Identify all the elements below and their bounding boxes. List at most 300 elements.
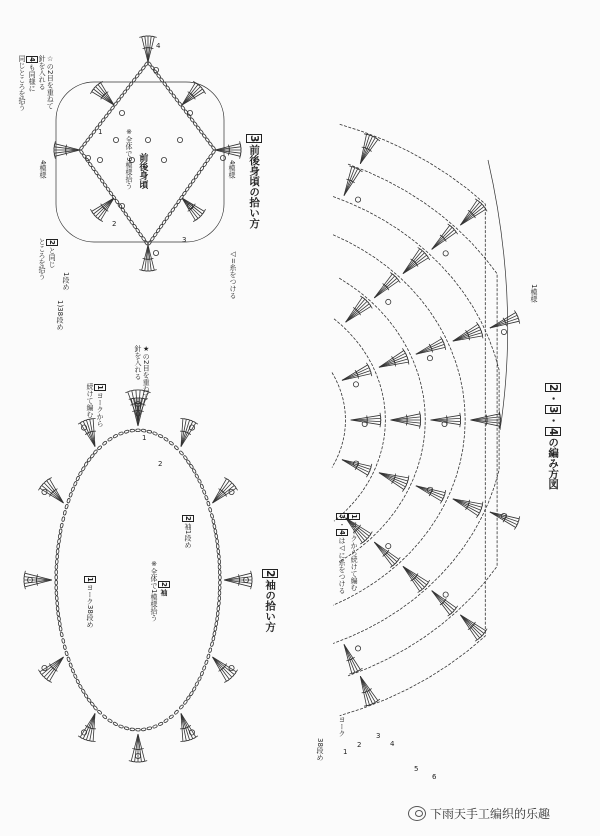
stitch-top: [366, 473, 369, 477]
chain-stitch: [55, 570, 58, 575]
chain-stitch: [163, 437, 168, 442]
treble-stitch: [490, 321, 519, 328]
chain-stitch: [118, 432, 123, 436]
chain-stitch: [55, 586, 58, 591]
picot-loop: [145, 137, 150, 142]
chain-stitch: [124, 430, 129, 434]
sleeve-star-note: ★の2目を重ねて 針を入れる: [134, 345, 151, 400]
stitch-top: [455, 230, 458, 234]
stitch-top: [440, 499, 443, 503]
stitch-crossbar: [37, 574, 38, 578]
chain-stitch: [113, 722, 118, 727]
chain-stitch: [179, 450, 184, 455]
treble-stitch: [342, 368, 369, 381]
chain-stitch: [141, 429, 146, 432]
treble-stitch: [54, 150, 80, 153]
chain-stitch: [97, 710, 102, 715]
stitch-top: [402, 487, 405, 491]
treble-stitch: [54, 147, 80, 150]
chain-stitch: [195, 681, 199, 686]
treble-stitch: [224, 580, 251, 587]
treble-stitch: [432, 227, 452, 249]
chain-stitch: [208, 648, 212, 653]
stitch-crossbar: [469, 336, 470, 340]
sleeve-round-1: 2袖1段め: [182, 514, 194, 548]
chain-stitch: [55, 565, 58, 570]
front-back-center-note: ※全体で9模様拾う: [125, 128, 134, 190]
chart-yoke-row: 38段め: [316, 738, 325, 761]
yarn-attach-note: ◁=糸をつける: [229, 250, 238, 299]
chain-stitch: [144, 61, 149, 66]
chain-stitch: [69, 663, 73, 668]
treble-stitch: [432, 591, 452, 613]
chain-stitch: [192, 468, 196, 473]
front-row-num: 2: [112, 220, 117, 228]
picot-loop: [386, 543, 391, 548]
stitch-crossbar: [392, 480, 394, 483]
picot-loop: [220, 155, 225, 160]
chart-row-num: 4: [390, 740, 395, 748]
front-back-top-note: ☆の2目を重ねて 針を入れる 4も同様に 同じところを拾う: [18, 55, 55, 111]
treble-stitch: [416, 347, 445, 354]
front-back-pickup-chart: [54, 36, 241, 271]
stitch-top: [397, 279, 400, 283]
chain-stitch: [126, 216, 131, 221]
chain-stitch: [55, 575, 58, 580]
chain-stitch: [189, 691, 194, 696]
stitch-crossbar: [228, 152, 229, 156]
chain-stitch: [136, 728, 141, 731]
chain-stitch: [56, 606, 59, 611]
chain-stitch: [59, 529, 62, 534]
treble-stitch: [403, 566, 425, 587]
front-row-num: 4: [156, 42, 161, 50]
chain-stitch: [60, 632, 64, 637]
treble-stitch: [403, 251, 422, 274]
stitch-crossbar: [506, 322, 507, 326]
chain-stitch: [169, 441, 174, 446]
front-back-round-1: 1段め: [62, 272, 71, 291]
stitch-top: [224, 680, 228, 683]
chain-stitch: [216, 616, 219, 621]
stitch-crossbar: [406, 422, 407, 426]
front-back-pattern-right: 4模様: [228, 160, 237, 179]
chain-stitch: [97, 445, 102, 450]
chain-stitch: [197, 676, 201, 681]
treble-stitch: [215, 150, 240, 156]
stitch-top: [78, 736, 82, 739]
chain-stitch: [202, 665, 206, 670]
treble-stitch: [148, 245, 151, 271]
chain-stitch: [58, 534, 61, 539]
stitch-top: [482, 333, 483, 338]
chain-stitch: [102, 441, 107, 446]
pattern-repeat-bracket: [488, 160, 508, 430]
treble-stitch: [490, 512, 519, 519]
chain-stitch: [218, 596, 221, 601]
chain-stitch: [61, 517, 65, 522]
treble-stitch: [138, 734, 145, 761]
chain-stitch: [213, 524, 216, 529]
chain-stitch: [55, 559, 58, 564]
chain-stitch: [81, 689, 86, 694]
sleeve-yoke-38: 1ヨーク38段め: [84, 575, 96, 628]
picot-loop: [353, 382, 358, 387]
front-row-num: 1: [98, 128, 103, 136]
chain-stitch: [200, 671, 204, 676]
chain-stitch: [207, 501, 211, 506]
sleeve-title: 2袖の拾い方: [262, 568, 278, 632]
chain-stitch: [136, 429, 141, 432]
front-back-bottom-note: 2と同じ ところを拾う: [38, 238, 57, 280]
stitch-crossbar: [466, 507, 468, 510]
chain-stitch: [208, 507, 212, 512]
chain-stitch: [65, 651, 69, 656]
treble-stitch: [25, 580, 52, 587]
stitch-top: [235, 486, 238, 490]
chain-stitch: [210, 513, 214, 518]
chain-stitch: [55, 580, 58, 585]
front-row-num: 3: [182, 236, 187, 244]
treble-stitch: [403, 566, 422, 589]
chain-stitch: [113, 434, 118, 439]
stitch-top: [519, 319, 520, 324]
stitch-crossbar: [486, 422, 487, 426]
picot-loop: [501, 329, 506, 334]
treble-stitch: [432, 232, 457, 249]
main-stitch-chart: [332, 124, 520, 715]
treble-stitch: [215, 150, 241, 153]
stitch-crossbar: [387, 287, 389, 290]
chain-stitch: [218, 559, 221, 564]
chain-stitch: [71, 668, 75, 673]
chain-stitch: [93, 449, 98, 454]
chain-stitch: [212, 519, 215, 524]
sleeve-yoke-note: 1ヨークから 続けて編む: [86, 383, 105, 427]
chain-stitch: [61, 638, 65, 643]
treble-stitch: [374, 274, 392, 298]
chain-stitch: [147, 430, 152, 433]
treble-stitch: [131, 734, 138, 761]
treble-stitch: [145, 36, 148, 62]
treble-stitch: [344, 169, 358, 196]
stitch-crossbar: [468, 628, 471, 630]
treble-stitch: [460, 615, 484, 634]
chain-stitch: [216, 544, 219, 549]
chain-stitch: [192, 686, 196, 691]
chain-stitch: [63, 510, 67, 515]
chain-stitch: [195, 473, 199, 478]
chain-stitch: [158, 722, 163, 726]
chain-stitch: [213, 631, 216, 636]
chain-stitch: [57, 544, 60, 549]
stitch-crossbar: [66, 145, 67, 149]
chain-stitch: [189, 464, 194, 469]
front-back-pattern-left: 4模様: [39, 160, 48, 179]
chain-stitch: [215, 621, 218, 626]
treble-stitch: [346, 299, 365, 322]
treble-stitch: [142, 245, 148, 270]
chain-stitch: [152, 724, 157, 728]
treble-stitch: [416, 342, 443, 355]
chain-stitch: [130, 429, 135, 432]
chart-pattern-label: 1模様: [530, 284, 539, 303]
chain-stitch: [60, 523, 64, 528]
stitch-top: [194, 422, 198, 425]
treble-stitch: [403, 253, 425, 274]
stitch-top: [47, 478, 51, 481]
treble-stitch: [346, 306, 371, 322]
watermark-text: 下雨天手工编织的乐趣: [430, 807, 551, 821]
sleeve-row-num: 1: [142, 434, 147, 442]
chain-stitch: [147, 727, 152, 730]
treble-stitch: [374, 278, 397, 298]
stitch-crossbar: [362, 692, 366, 693]
treble-stitch: [460, 204, 482, 225]
chain-stitch: [214, 626, 217, 631]
picot-loop: [355, 646, 360, 651]
sleeve-pickup-chart: [24, 390, 252, 762]
treble-stitch: [224, 573, 251, 580]
chain-stitch: [78, 684, 83, 689]
chain-row: [332, 373, 346, 468]
treble-stitch: [346, 297, 363, 322]
chain-stitch: [169, 714, 174, 719]
picot-loop: [119, 110, 124, 115]
stitch-top: [418, 590, 422, 593]
chain-stitch: [218, 565, 221, 570]
chart-legend: 1ヨークから続けて編む 3・4は◁に糸をつける: [336, 512, 360, 594]
stitch-crossbar: [150, 48, 154, 49]
chain-stitch: [207, 654, 211, 659]
picot-loop: [443, 592, 448, 597]
chain-stitch: [217, 549, 220, 554]
chain-stitch: [179, 704, 184, 709]
stitch-crossbar: [239, 582, 240, 586]
chain-stitch: [57, 611, 60, 616]
treble-stitch: [55, 144, 80, 150]
picot-loop: [161, 157, 166, 162]
treble-stitch: [490, 315, 517, 328]
stitch-top: [360, 541, 364, 544]
treble-stitch: [403, 566, 427, 584]
chain-stitch: [56, 549, 59, 554]
chain-stitch: [218, 591, 221, 596]
treble-stitch: [416, 486, 445, 493]
chart-row-num: 6: [432, 773, 437, 781]
chain-stitch: [202, 489, 206, 494]
stitch-top: [485, 207, 488, 211]
chain-stitch: [130, 728, 135, 731]
treble-stitch: [374, 542, 392, 566]
stitch-top: [90, 209, 93, 213]
stitch-top: [370, 304, 373, 308]
front-back-title: 3前後身頃の拾い方: [246, 133, 262, 228]
chain-stitch: [55, 591, 58, 596]
stitch-crossbar: [395, 362, 396, 366]
chain-stitch: [217, 601, 220, 606]
chart-row-num: 3: [376, 732, 381, 740]
chain-stitch: [152, 431, 157, 435]
chain-stitch: [197, 478, 201, 483]
treble-stitch: [344, 167, 352, 196]
stitch-top: [364, 705, 369, 706]
treble-stitch: [391, 420, 421, 423]
stitch-top: [203, 90, 206, 94]
front-back-round-38: 1)38段め: [56, 300, 65, 331]
treble-stitch: [55, 150, 80, 156]
sleeve-row-num: 2: [158, 460, 163, 468]
chain-stitch: [118, 725, 123, 729]
watermark: [408, 805, 550, 822]
chain-stitch: [107, 437, 112, 442]
treble-stitch: [460, 209, 485, 225]
chain-stitch: [100, 178, 105, 183]
chain-stitch: [158, 434, 163, 438]
chain-stitch: [84, 461, 89, 466]
treble-stitch: [460, 207, 484, 226]
treble-stitch: [391, 414, 420, 420]
chain-stitch: [183, 700, 188, 705]
chart-row-num: 2: [357, 741, 362, 749]
chain-stitch: [73, 674, 77, 679]
chain-stitch: [204, 660, 208, 665]
treble-stitch: [215, 147, 241, 150]
chain-stitch: [210, 642, 214, 647]
treble-stitch: [342, 374, 371, 381]
picot-loop: [153, 250, 158, 255]
chain-stitch: [214, 529, 217, 534]
chain-stitch: [174, 710, 179, 715]
chain-stitch: [218, 585, 221, 590]
stitch-top: [448, 613, 452, 616]
treble-stitch: [432, 225, 450, 249]
chain-stitch: [219, 580, 222, 585]
stitch-crossbar: [444, 238, 446, 241]
chain-stitch: [186, 459, 191, 464]
treble-stitch: [374, 542, 394, 564]
chain-stitch: [204, 495, 208, 500]
chain-stitch: [183, 455, 188, 460]
chain-stitch: [55, 596, 58, 601]
treble-stitch: [344, 644, 352, 673]
treble-stitch: [346, 304, 370, 322]
treble-stitch: [391, 417, 421, 420]
treble-stitch: [148, 36, 151, 62]
treble-stitch: [403, 249, 420, 274]
chain-stitch: [217, 554, 220, 559]
stitch-top: [390, 565, 394, 568]
treble-stitch: [391, 420, 420, 426]
chain-stitch: [84, 693, 89, 698]
chain-stitch: [174, 445, 179, 450]
chain-stitch: [217, 606, 220, 611]
treble-stitch: [432, 591, 450, 615]
chain-stitch: [107, 718, 112, 723]
stitch-top: [38, 670, 41, 674]
chain-stitch: [59, 626, 62, 631]
stitch-top: [408, 360, 409, 365]
chain-stitch: [200, 484, 204, 489]
treble-stitch: [374, 281, 399, 298]
chain-stitch: [63, 645, 67, 650]
chain-stitch: [67, 498, 71, 503]
chain-row: [334, 319, 385, 521]
chain-stitch: [57, 616, 60, 621]
stitch-top: [445, 345, 446, 350]
stitch-top: [476, 514, 479, 518]
sleeve-center-title: 2袖: [158, 580, 170, 596]
stitch-crossbar: [143, 258, 147, 259]
chain-stitch: [69, 492, 73, 497]
picot-loop: [386, 299, 391, 304]
chart-yoke-label: ヨーク: [338, 716, 347, 737]
picot-loop: [443, 251, 448, 256]
chain-stitch: [73, 481, 77, 486]
treble-stitch: [374, 276, 394, 298]
treble-stitch: [148, 37, 154, 62]
stitch-crossbar: [358, 375, 359, 379]
stitch-crossbar: [346, 660, 350, 661]
chain-stitch: [212, 636, 215, 641]
chain-stitch: [78, 471, 83, 476]
stitch-top: [193, 219, 197, 222]
chain-stitch: [124, 726, 129, 730]
chain-stitch: [65, 504, 69, 509]
picot-loop: [177, 137, 182, 142]
treble-stitch: [403, 566, 420, 591]
chart-row-num: 1: [343, 748, 348, 756]
chain-stitch: [218, 570, 221, 575]
treble-stitch: [25, 573, 52, 580]
chain-stitch: [87, 698, 92, 703]
picot-loop: [113, 137, 118, 142]
chain-stitch: [76, 679, 80, 684]
sleeve-center-note: ※全体で1模様拾う: [150, 560, 159, 622]
stitch-top: [380, 422, 381, 427]
stitch-crossbar: [132, 749, 136, 750]
treble-stitch: [145, 245, 148, 271]
stitch-top: [475, 638, 479, 641]
chain-stitch: [102, 714, 107, 719]
treble-stitch: [460, 200, 477, 225]
front-back-center-title: 前後身頃: [137, 153, 148, 189]
treble-stitch: [148, 245, 154, 270]
treble-stitch: [460, 615, 477, 640]
chain-stitch: [76, 476, 80, 481]
chain-stitch: [56, 554, 59, 559]
stitch-top: [420, 424, 421, 429]
chain-stitch: [216, 539, 219, 544]
chain-stitch: [141, 728, 146, 731]
treble-stitch: [460, 615, 482, 636]
chart-title: 2・3・4の編み方図: [545, 382, 561, 489]
treble-stitch: [460, 615, 479, 638]
chain-stitch: [81, 466, 86, 471]
picot-loop: [427, 356, 432, 361]
treble-stitch: [215, 144, 240, 150]
chain-stitch: [215, 534, 218, 539]
stitch-top: [514, 525, 517, 529]
treble-stitch: [346, 301, 368, 322]
treble-stitch: [342, 460, 371, 467]
treble-stitch: [460, 615, 485, 631]
chain-stitch: [219, 575, 222, 580]
treble-stitch: [432, 230, 455, 250]
chain-stitch: [71, 487, 75, 492]
chain-stitch: [58, 621, 61, 626]
treble-stitch: [403, 255, 427, 273]
